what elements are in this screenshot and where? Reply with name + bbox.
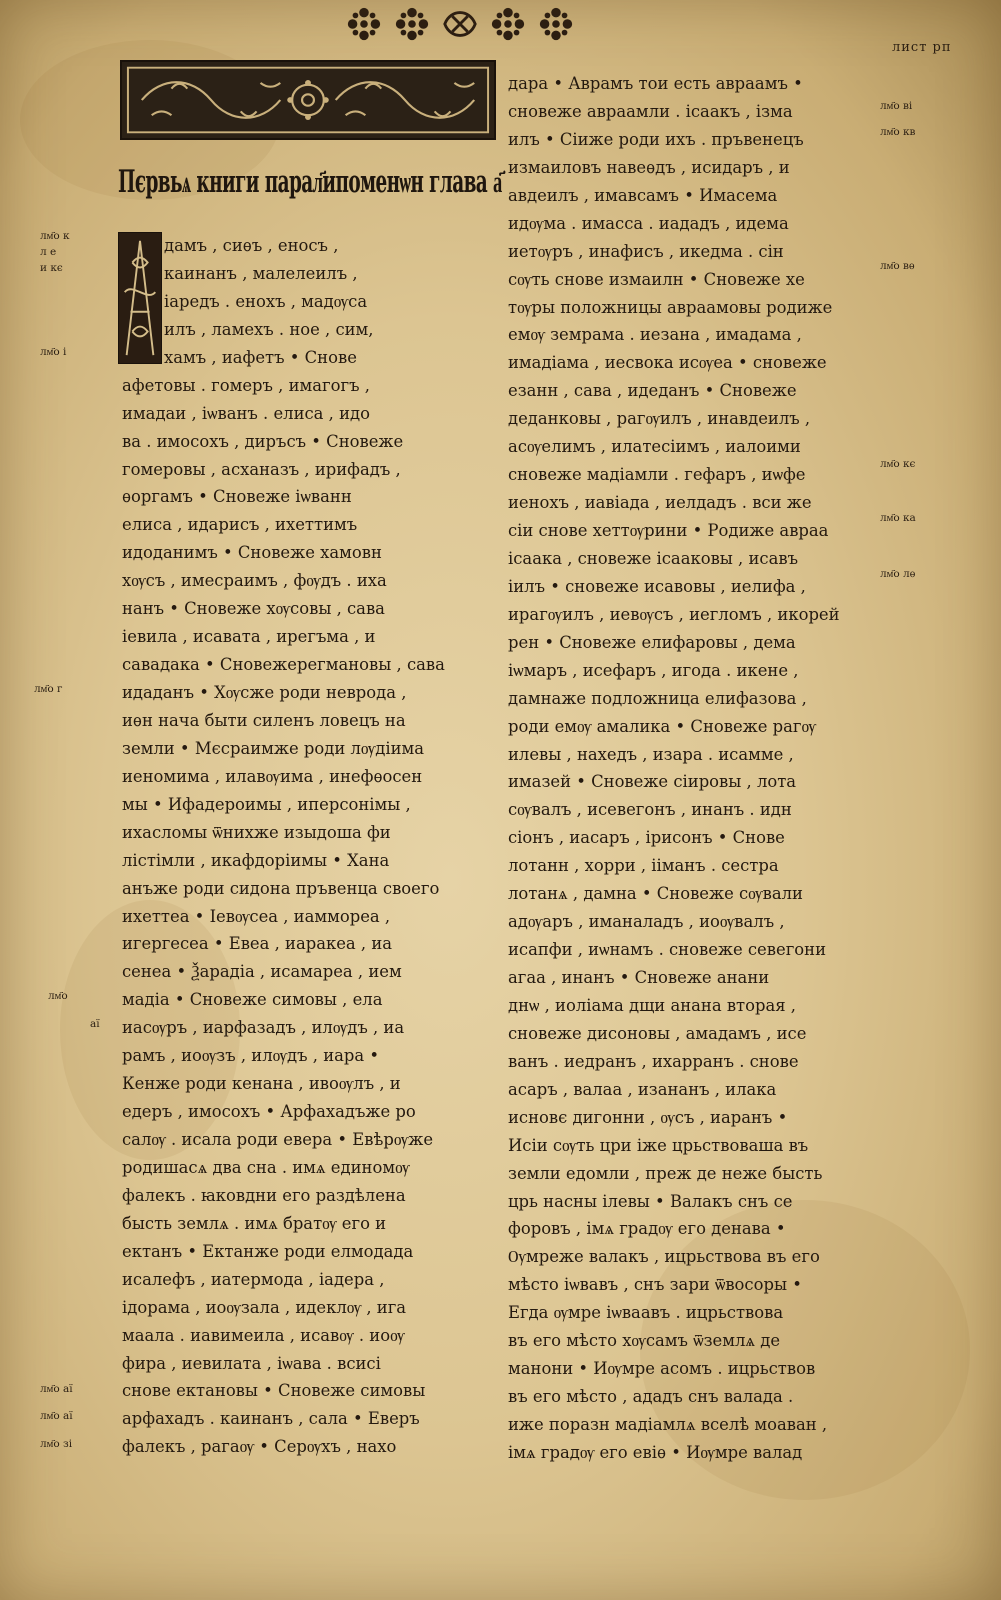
text-line: авдеилъ , имавсамъ • Имасема (508, 185, 778, 205)
text-line: измаиловъ навеѳдъ , исидаръ , и (508, 157, 790, 177)
text-line: сѹвалъ , исевегонъ , инанъ . идн (508, 800, 792, 820)
text-line: іевила , исавата , ирегъма , и (122, 627, 376, 647)
folio-number: лист рп (892, 40, 952, 55)
text-line: ісаака , сновеже ісааковы , исавъ (508, 548, 799, 568)
text-line: идѹма . имасса . иададъ , идема (508, 213, 789, 233)
marginal-reference: и кє (40, 262, 63, 274)
text-line: исапфи , иѡнамъ . сновеже севегони (508, 940, 826, 960)
text-line: снове ектановы • Сновеже симовы (122, 1381, 426, 1401)
text-line: иенохъ , иавіада , иелдадъ . вси же (508, 493, 812, 513)
text-line: рамъ , иоѹзъ , илѹдъ , иара • (122, 1046, 380, 1066)
marginal-reference: лм҃о лѳ (880, 568, 916, 580)
text-line: агаа , инанъ • Сновеже анани (508, 968, 770, 987)
text-line: сенеа • Ѯарадіа , исамареа , ием (122, 962, 402, 982)
text-line: іаредъ . енохъ , мадѹса (164, 291, 368, 311)
marginal-reference: лм҃о (48, 990, 68, 1002)
text-line: бысть землѧ . имѧ братѹ его и (122, 1213, 387, 1233)
text-line: анъже роди сидона пръвенца своего (122, 878, 440, 898)
text-line: иасѹръ , иарфазадъ , илѹдъ , иа (122, 1018, 405, 1038)
text-line: сновеже авраамли . ісаакъ , ізма (508, 101, 793, 121)
text-line: імѧ градѹ его евіѳ • Иѹмре валад (508, 1442, 803, 1462)
text-line: роди емѹ амалика • Сновеже рагѹ (508, 716, 816, 736)
text-line: Исіи сѹть цри іже црьствоваша въ (508, 1135, 809, 1155)
marginal-reference: л е (40, 246, 57, 258)
text-line: лістімли , икафдоріимы • Хана (122, 850, 390, 870)
fleuron-icon (393, 5, 431, 43)
text-line: форовъ , імѧ градѹ его денава • (508, 1219, 786, 1239)
text-line: емѹ земрама . иезана , имадама , (508, 325, 802, 345)
text-line: въ его мѣсто , ададъ снъ валада . (508, 1387, 794, 1407)
text-line: илевы , нахедъ , изара . исамме , (508, 744, 794, 764)
text-line: илъ • Сіиже роди ихъ . пръвенецъ (508, 129, 804, 149)
text-line: лотанн , хорри , ііманъ . сестра (508, 856, 779, 876)
text-line: дамнаже подложница елифазова , (508, 688, 807, 708)
text-line: фира , иевилата , іѡава . всисі (122, 1353, 381, 1373)
text-line: нанъ • Сновеже хѹсовы , сава (122, 599, 385, 619)
text-line: земли • Мєсраимже роди лѹдіима (122, 738, 425, 758)
text-line: родишасѧ два сна . имѧ единомѹ (122, 1157, 410, 1177)
text-line: деданковы , рагѹилъ , инавдеилъ , (508, 409, 811, 429)
marginal-reference: лм҃о аї (40, 1383, 73, 1395)
text-line: иѳн нача быти силенъ ловецъ на (122, 710, 406, 730)
text-line: ідорама , иоѹзала , идеклѹ , ига (122, 1297, 407, 1317)
text-line: іилъ • сновеже исавовы , иелифа , (508, 576, 806, 596)
text-line: елиса , идарисъ , ихеттимъ (122, 515, 358, 535)
text-line: мадіа • Сновеже симовы , ела (122, 990, 383, 1010)
text-line: Кенже роди кенана , ивоѹлъ , и (122, 1074, 401, 1094)
text-line: адѹаръ , иманаладъ , иоѹвалъ , (508, 912, 785, 932)
text-line: тѹры положницы авраамовы родиже (508, 297, 833, 317)
marginal-reference: лм҃о ка (880, 512, 916, 524)
text-line: едеръ , имосохъ • Арфахадъже ро (122, 1102, 416, 1122)
text-line: илъ , ламехъ . ное , сим, (164, 319, 374, 339)
chapter-title: Пєрвьѧ книги парал҃ипоменѡн глава а҃ (118, 164, 502, 200)
text-line: мѣсто іѡвавъ , снъ зари ѿвосоры • (508, 1275, 802, 1295)
fleuron-icon (345, 5, 383, 43)
text-line: иже поразн мадіамлѧ вселѣ моаван , (508, 1415, 828, 1434)
marginal-reference: аї (90, 1018, 100, 1030)
text-line: иеномима , илавѹима , инефѳосен (122, 766, 423, 786)
text-line: ихеттеа • Іевѹсеа , иаммореа , (122, 906, 391, 926)
text-line: имадіама , иесвока исѹеа • сновеже (508, 353, 827, 373)
text-line: имадаи , іѡванъ . елиса , идо (122, 403, 370, 423)
text-line: иетѹръ , инафисъ , икедма . сін (508, 241, 784, 261)
text-line: днѡ , иоліама дщи анана вторая , (508, 995, 797, 1015)
text-line: идоданимъ • Сновеже хамовн (122, 543, 382, 563)
text-line: идаданъ • Хѹсже роди неврода , (122, 683, 407, 702)
text-line: фалекъ , рагаѹ • Серѹхъ , нахо (122, 1437, 397, 1457)
text-line: сновеже мадіамли . гефаръ , иѡфе (508, 465, 806, 485)
text-line: асаръ , валаа , изананъ , илака (508, 1079, 777, 1099)
text-line: хамъ , иафетъ • Снове (164, 347, 357, 367)
marginal-reference: лм҃о вѳ (880, 260, 915, 272)
text-line: исалефъ , иатермода , іадера , (122, 1269, 385, 1289)
text-line: маала . иавимеила , исавѹ . иоѹ (122, 1325, 405, 1345)
marginal-reference: лм҃о ві (880, 100, 913, 112)
marginal-reference: лм҃о г (34, 683, 63, 695)
text-line: лотанѧ , дамна • Сновеже сѹвали (508, 884, 803, 904)
text-line: сѹть снове измаилн • Сновеже хе (508, 269, 805, 289)
text-line: афетовы . гомеръ , имагогъ , (122, 375, 370, 395)
knot-ornament-icon (441, 5, 479, 43)
marginal-reference: лм҃о і (40, 346, 67, 358)
marginal-reference: лм҃о кє (880, 458, 916, 470)
text-line: сновеже дисоновы , амадамъ , исе (508, 1023, 807, 1043)
text-line: дамъ , сиѳъ , еносъ , (164, 236, 339, 255)
text-line: ектанъ • Ектанже роди елмодада (122, 1241, 414, 1261)
marginal-reference: лм҃о аї (40, 1410, 73, 1422)
text-line: іѡмаръ , исефаръ , игода . икене , (508, 660, 799, 680)
text-line: гомеровы , асханазъ , ирифадъ , (122, 459, 401, 479)
text-line: рен • Сновеже елифаровы , дема (508, 632, 796, 652)
text-line: езанн , сава , идеданъ • Сновеже (508, 381, 797, 401)
text-line: фалекъ . ꙗковдни его раздѣлена (122, 1185, 406, 1205)
text-line: црь насны ілевы • Валакъ снъ се (508, 1191, 793, 1211)
text-line: въ его мѣсто хѹсамъ ѿземлѧ де (508, 1331, 781, 1351)
fleuron-icon (489, 5, 527, 43)
headpiece-ornament (120, 60, 496, 140)
marginal-reference: лм҃о кв (880, 126, 916, 138)
text-line: игергесеа • Евеа , иаракеа , иа (122, 934, 393, 954)
text-line: арфахадъ . каинанъ , сала • Еверъ (122, 1409, 420, 1429)
text-line: исновє дигонни , ѹсъ , иаранъ • (508, 1107, 788, 1127)
right-text-column (508, 70, 868, 1467)
fleuron-icon (537, 5, 575, 43)
text-line: дара • Аврамъ тои есть авраамъ • (508, 74, 803, 93)
text-line: Ѹмреже валакъ , ицрьствова въ его (508, 1247, 820, 1267)
left-text-column (122, 232, 498, 1461)
text-line: ванъ . иедранъ , ихарранъ . снове (508, 1051, 799, 1071)
fleuron-ornament-row (345, 4, 575, 44)
text-line: сіи снове хеттѹрини • Родиже авраа (508, 521, 829, 540)
marginal-reference: лм҃о зі (40, 1438, 73, 1450)
floral-headpiece-icon (122, 62, 494, 138)
text-line: ирагѹилъ , иевѹсъ , иегломъ , икорей (508, 604, 840, 624)
text-line: салѹ . исала роди евера • Евѣрѹже (122, 1130, 434, 1149)
text-line: каинанъ , малелеилъ , (164, 263, 358, 283)
text-line: асѹелимъ , илатесіимъ , иалоими (508, 437, 801, 457)
text-line: Егда ѹмре іѡваавъ . ицрьствова (508, 1303, 784, 1323)
text-line: мы • Ифадероимы , иперсонімы , (122, 794, 411, 814)
text-line: манони • Иѹмре асомъ . ицрьствов (508, 1359, 816, 1379)
text-line: ва . имосохъ , диръсъ • Сновеже (122, 431, 404, 451)
text-line: савадака • Сновежерегмановы , сава (122, 655, 445, 675)
text-line: ихасломы ѿнихже изыдоша фи (122, 822, 391, 842)
text-line: земли едомли , преж де неже бысть (508, 1163, 823, 1183)
text-line: имазей • Сновеже сіировы , лота (508, 772, 797, 792)
text-line: ѳоргамъ • Сновеже іѡванн (122, 487, 352, 507)
marginal-reference: лм҃о к (40, 230, 70, 242)
text-line: хѹсъ , имесраимъ , фѹдъ . иха (122, 571, 387, 591)
text-line: сіонъ , иасаръ , ірисонъ • Снове (508, 828, 785, 848)
